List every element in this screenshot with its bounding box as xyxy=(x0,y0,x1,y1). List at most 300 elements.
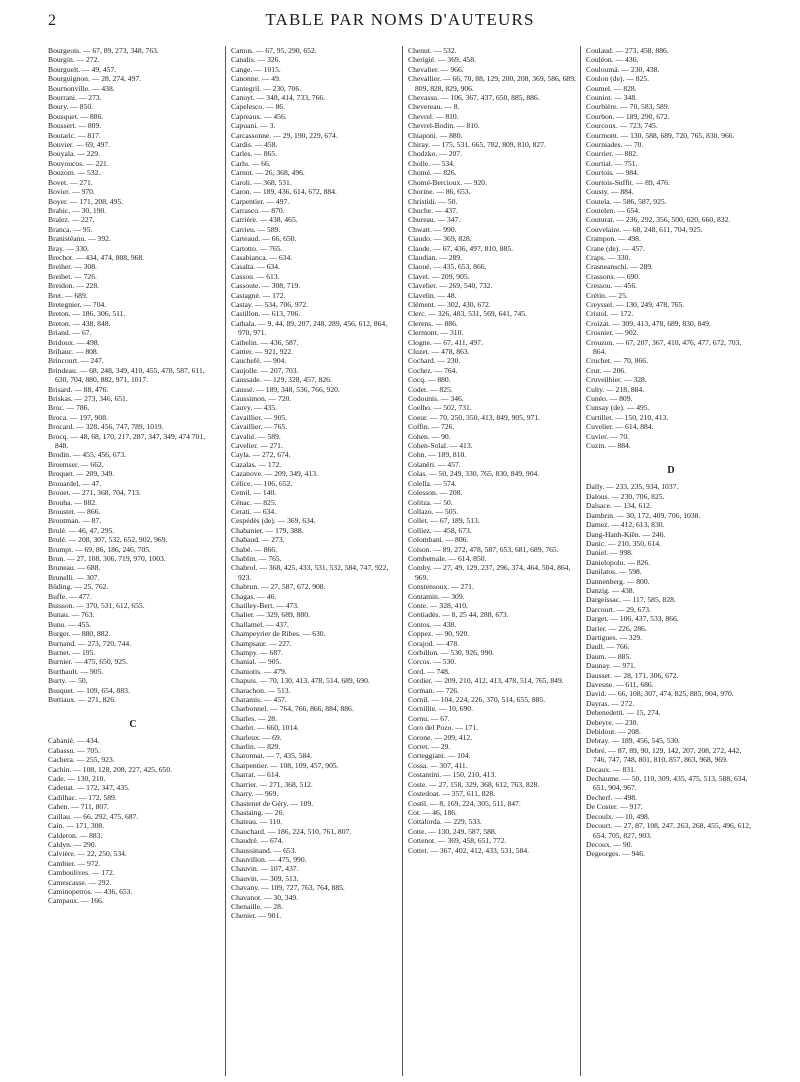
index-entry: Coelho. — 502, 731. xyxy=(408,403,472,413)
index-entry: Conte. — 328, 410. xyxy=(408,600,468,610)
index-entry: Caussimon. — 720. xyxy=(231,394,292,404)
index-entry: Chevrel-Bodin. — 810. xyxy=(408,121,480,131)
index-entry: Chavany. — 109, 727, 763, 764, 885. xyxy=(231,883,345,893)
index-entry: Dechaume. — 50, 110, 309, 435, 475, 513, 588, 634, 651, 904, 967. xyxy=(586,774,748,793)
index-entry: Capuani. — 3. xyxy=(231,121,276,131)
index-entry: Combemale. — 614, 850. xyxy=(408,553,487,563)
index-entry: Chaussinand. — 653. xyxy=(231,845,297,855)
index-entry: Colesson. — 208. xyxy=(408,488,463,498)
index-entry: Brocard. — 328, 456, 747, 789, 1019. xyxy=(48,422,164,432)
index-entry: Dayras. — 272. xyxy=(586,698,635,708)
index-entry: Corcos. — 530. xyxy=(408,657,457,667)
index-entry: Chomé-Bercioux. — 920. xyxy=(408,177,487,187)
index-entry: Colliez. — 458, 673. xyxy=(408,525,472,535)
index-entry: Danic. — 210, 350, 614. xyxy=(586,538,662,548)
index-entry: Darier. — 226, 286. xyxy=(586,623,647,633)
index-entry: Dausset. — 28, 171, 306, 672. xyxy=(586,670,679,680)
index-entry: Chevassu. — 106, 367, 437, 650, 885, 886. xyxy=(408,93,540,103)
index-entry: Cottenot. — 369, 458, 651, 772. xyxy=(408,836,507,846)
index-entry: Courtois-Suffit. — 89, 476. xyxy=(586,177,670,187)
index-entry: Cotte. — 130, 249, 587, 588. xyxy=(408,826,497,836)
index-entry: Caussé. — 189, 348, 536, 766, 920. xyxy=(231,384,340,394)
index-entry: Cuvier. — 70. xyxy=(586,431,630,441)
index-entry: Chenier. — 901. xyxy=(231,911,282,921)
index-entry: Cambier. — 972. xyxy=(48,858,101,868)
index-entry: Boussert. — 809. xyxy=(48,121,102,131)
index-entry: Damez. — 412, 613, 830. xyxy=(586,520,665,530)
index-entry: Clavelier. — 269, 540, 732. xyxy=(408,281,493,291)
index-entry: Dannenberg. — 800. xyxy=(586,576,650,586)
index-entry: Cruchet. — 70, 866. xyxy=(586,356,649,366)
index-entry: Decaux. — 831. xyxy=(586,764,636,774)
index-entry: Bovier. — 970. xyxy=(48,187,95,197)
index-entry: Comby. — 27, 49, 129, 237, 296, 374, 464, 504, 864, 969. xyxy=(408,563,571,582)
index-entry: Cardis. — 458. xyxy=(231,140,278,150)
index-entry: Burty. — 50. xyxy=(48,676,88,686)
index-entry: Cespédès (de). — 369, 634. xyxy=(231,516,316,526)
index-entry: Broc. — 786. xyxy=(48,403,90,413)
index-entry: Daum. — 885. xyxy=(586,651,632,661)
index-entry: Crampon. — 498. xyxy=(586,234,641,244)
index-entry: Colombani. — 806. xyxy=(408,535,469,545)
index-entry: Calvière. — 22, 250, 534. xyxy=(48,849,127,859)
index-entry: Costedoat. — 357, 611, 828. xyxy=(408,789,496,799)
index-entry: Danzig. — 438. xyxy=(586,585,635,595)
index-entry: Breibet. — 726. xyxy=(48,271,97,281)
index-column-4 xyxy=(586,46,756,1076)
index-entry: Bretegnier. — 704. xyxy=(48,299,107,309)
index-entry: Chailley-Bert. — 473. xyxy=(231,600,299,610)
index-entry: Cohen. — 90. xyxy=(408,431,451,441)
index-entry: Brincourt. — 247. xyxy=(48,356,104,366)
index-entry: Crétin. — 25. xyxy=(586,290,628,300)
index-entry: Cauchefé. — 904. xyxy=(231,356,287,366)
index-entry: Bourgin. — 272. xyxy=(48,55,100,65)
index-entry: Charonnat. — 7, 435, 584. xyxy=(231,751,312,761)
index-entry: Chaniotis. — 479. xyxy=(231,666,287,676)
section-gap xyxy=(48,704,218,714)
index-entry: Charlet. — 660, 1014. xyxy=(231,723,299,733)
index-entry: Charbonnel. — 764, 766, 866, 884, 886. xyxy=(231,704,354,714)
column-divider xyxy=(580,46,581,1076)
index-entry: Dambrin. — 30, 172, 409, 706, 1038. xyxy=(586,510,701,520)
index-entry: Bourguignon. — 28, 274, 497. xyxy=(48,74,142,84)
index-entry: Burnier. — 475, 650, 925. xyxy=(48,657,128,667)
index-entry: Cartotto. — 765. xyxy=(231,243,283,253)
index-entry: Bray. — 330. xyxy=(48,243,89,253)
index-entry: Breton. — 186, 306, 511. xyxy=(48,309,126,319)
index-entry: Cazanove. — 209, 349, 413. xyxy=(231,469,318,479)
index-entry: Costil. — 8, 169, 224, 305, 511, 847. xyxy=(408,798,521,808)
index-entry: Cornillie. — 10, 690. xyxy=(408,704,473,714)
index-entry: Chorine. — 86, 653. xyxy=(408,187,471,197)
index-entry: Charrier. — 271, 368, 512. xyxy=(231,779,313,789)
index-entry: Clogne. — 67, 411, 497. xyxy=(408,337,483,347)
index-entry: Darget. — 106, 437, 533, 866. xyxy=(586,614,679,624)
index-entry: Cahen. — 711, 807. xyxy=(48,802,109,812)
index-entry: Charamis. — 457. xyxy=(231,695,287,705)
index-entry: Cemil. — 140. xyxy=(231,488,277,498)
index-entry: Darcourt. — 29, 673. xyxy=(586,604,651,614)
index-entry: Brihauc. — 808. xyxy=(48,347,99,356)
index-entry: Charrat. — 614. xyxy=(231,770,281,780)
index-entry: Chuche. — 437. xyxy=(408,205,458,215)
index-entry: Castay. — 534, 706, 972. xyxy=(231,299,309,309)
author-index xyxy=(48,46,762,1076)
index-entry: Chenut. — 532. xyxy=(408,46,457,55)
index-entry: Caminopetros. — 436, 653. xyxy=(48,886,133,896)
index-entry: Carpentier. — 497. xyxy=(231,196,290,206)
index-entry: Courtois. — 984. xyxy=(586,168,639,178)
section-gap xyxy=(586,450,756,460)
index-entry: Cade. — 130, 210. xyxy=(48,774,106,784)
index-entry: Collazo. — 505. xyxy=(408,506,459,516)
index-entry: Cherigié. — 369, 458. xyxy=(408,55,476,65)
index-entry: Bouzom. — 532. xyxy=(48,168,101,178)
index-entry: Degeorges. — 946. xyxy=(586,849,645,859)
index-entry: Carlu. — 66. xyxy=(231,158,271,168)
index-entry: Carrieu. — 589. xyxy=(231,224,281,234)
index-entry: Carles. — 865. xyxy=(231,149,277,159)
index-entry: Boyer. — 171, 208, 495. xyxy=(48,196,124,206)
index-entry: Cadenat. — 172, 347, 435. xyxy=(48,783,130,793)
index-entry: Chablin. — 765. xyxy=(231,553,282,563)
index-entry: Caroli. — 368, 531. xyxy=(231,177,292,187)
index-entry: Champeyrier de Ribes. — 630. xyxy=(231,629,326,639)
index-entry: Debidour. — 208. xyxy=(586,727,641,737)
index-entry: Daull. — 766. xyxy=(586,642,630,652)
column-divider xyxy=(402,46,403,1076)
index-entry: Brumpt. — 69, 86, 186, 246, 705. xyxy=(48,544,151,554)
page-header xyxy=(0,0,800,40)
index-entry: Cuvelier. — 614, 884. xyxy=(586,422,654,432)
index-entry: Castillon. — 613, 706. xyxy=(231,309,301,319)
index-entry: Caron. — 189, 436, 614, 672, 884. xyxy=(231,187,337,197)
index-entry: Charry. — 969. xyxy=(231,789,279,799)
index-entry: Chauvin. — 309, 513. xyxy=(231,873,299,883)
index-entry: Costantini. — 150, 210, 413. xyxy=(408,770,497,780)
index-entry: Cruveilhier. — 328. xyxy=(586,375,647,385)
index-entry: Carnot. — 26, 368, 496. xyxy=(231,168,305,178)
index-entry: Canalis. — 326. xyxy=(231,55,281,65)
index-entry: Cabassu. — 705. xyxy=(48,745,100,755)
index-entry: Cadilhac. — 172, 589. xyxy=(48,792,117,802)
index-entry: Brindeau. — 68, 248, 349, 410, 455, 478, 587, 611, 630, 704, 880, 882, 971, 1017. xyxy=(48,365,205,385)
index-entry: Debray. — 189, 456, 545, 530. xyxy=(586,736,680,746)
index-entry: Chanial. — 905. xyxy=(231,657,282,667)
index-entry: Bret. — 689. xyxy=(48,290,88,300)
index-entry: Casabianca. — 634. xyxy=(231,252,293,262)
index-entry: Chevereau. — 8. xyxy=(408,102,460,112)
index-entry: Cocq. — 880. xyxy=(408,375,451,385)
index-entry: Bruneau. — 688. xyxy=(48,563,101,573)
index-entry: Clavel. — 209, 905. xyxy=(408,271,470,281)
index-entry: Cholle. — 534. xyxy=(408,158,455,168)
index-entry: Debré. — 87, 89, 90, 129, 142, 207, 208, 272, 442, 746, 747, 748, 801, 810, 857, 863, 968, 969. xyxy=(586,745,742,765)
index-entry: Burger. — 880, 882. xyxy=(48,629,111,639)
index-entry: Cavelier. — 271. xyxy=(231,441,283,451)
index-entry: Colas. — 50, 249, 330, 765, 830, 849, 904. xyxy=(408,469,540,479)
index-entry: Contiadès. — 8, 25 44, 288, 673. xyxy=(408,610,509,620)
index-entry: Cattier. — 921, 922. xyxy=(231,347,294,356)
index-entry: Chateau. — 110. xyxy=(231,817,283,827)
index-entry: De Coster. — 917. xyxy=(586,802,643,812)
index-entry: Coutela. — 586, 587, 925. xyxy=(586,196,667,206)
index-entry: Camus. — 67, 95, 290, 652. xyxy=(231,46,317,55)
index-entry: Crane (de). — 457. xyxy=(586,243,645,253)
index-entry: Coeur. — 70, 250, 350, 413, 849, 905, 971. xyxy=(408,412,541,422)
index-entry: Crouzon. — 67, 207, 367, 410, 476, 477, 672, 703, 864. xyxy=(586,337,742,356)
index-entry: Croizat. — 309, 413, 478, 689, 830, 849. xyxy=(586,318,711,328)
index-entry: Cassoute. — 308, 719. xyxy=(231,281,301,291)
index-entry: Camescasse. — 292. xyxy=(48,877,112,887)
index-entry: Brisard. — 88, 476. xyxy=(48,384,109,394)
index-entry: Cerati. — 634. xyxy=(231,506,277,516)
index-entry: Chavanot. — 30, 349. xyxy=(231,892,299,902)
index-entry: Breiher. — 308. xyxy=(48,262,97,272)
index-entry: Champsaur. — 227. xyxy=(231,638,292,648)
index-entry: Crassons. — 690. xyxy=(586,271,641,281)
index-entry: Broustet. — 866. xyxy=(48,506,101,516)
index-entry: Carteaud. — 66, 650. xyxy=(231,234,297,244)
index-entry: Cayla. — 272, 674. xyxy=(231,450,291,460)
index-entry: Cornil. — 104, 224, 226, 370, 514, 655, 885. xyxy=(408,695,546,705)
index-entry: Cunéo. — 809. xyxy=(586,394,633,404)
index-entry: Cousty. — 884. xyxy=(586,187,634,197)
index-entry: Collet. — 67, 189, 513. xyxy=(408,516,480,526)
index-entry: Cunsay (de). — 495. xyxy=(586,403,650,413)
index-entry: Claude. — 67, 436, 497, 810, 885. xyxy=(408,243,514,253)
index-entry: Courniades. — 70. xyxy=(586,140,644,150)
index-entry: Cornu. — 67. xyxy=(408,713,450,723)
index-entry: Daniel. — 998. xyxy=(586,548,633,558)
index-entry: Boutaric. — 817. xyxy=(48,130,101,140)
index-entry: Breton. — 438, 848. xyxy=(48,318,111,328)
index-entry: Coffin. — 726. xyxy=(408,422,455,432)
index-entry: Cohen-Solal. — 413. xyxy=(408,441,473,451)
index-entry: Cantegril. — 230, 706. xyxy=(231,83,302,93)
index-entry: Broemser. — 662. xyxy=(48,459,104,469)
index-entry: Chaudré. — 674. xyxy=(231,836,284,846)
index-entry: Caujolle. — 207, 703. xyxy=(231,365,299,375)
index-entry: Casalta. — 634. xyxy=(231,262,280,272)
index-entry: Buisson. — 370, 531, 612, 655. xyxy=(48,600,145,610)
index-entry: Danilatos. — 598. xyxy=(586,567,642,577)
index-entry: Chureau. — 347. xyxy=(408,215,461,225)
index-entry: Brahic. — 30, 190. xyxy=(48,205,107,215)
index-entry: Bournonville. — 438. xyxy=(48,83,115,93)
index-entry: Contamin. — 309. xyxy=(408,591,465,601)
index-entry: Cassou. — 613. xyxy=(231,271,280,281)
index-entry: Charles. — 28. xyxy=(231,713,277,723)
index-entry: Büding. — 25, 762. xyxy=(48,582,109,592)
index-entry: Coppez. — 90, 920. xyxy=(408,629,470,639)
index-entry: Corone. — 209, 412. xyxy=(408,732,473,742)
index-entry: Charlin. — 829. xyxy=(231,742,281,752)
index-entry: Colella. — 574. xyxy=(408,478,457,488)
index-entry: Constensoux. — 271. xyxy=(408,582,474,592)
index-entry: Cot. — 46, 186. xyxy=(408,807,457,817)
index-entry: Cange. — 1015. xyxy=(231,64,281,74)
index-entry: Cavaillier. — 765. xyxy=(231,422,288,432)
index-entry: Couloumá. — 230, 438. xyxy=(586,64,660,74)
index-entry: Cord. — 748. xyxy=(408,666,450,676)
index-entry: Burnand. — 273, 720, 744. xyxy=(48,638,132,648)
index-entry: Decoulx. — 10, 498. xyxy=(586,811,650,821)
index-entry: Clermont. — 310. xyxy=(408,328,464,338)
index-entry: Charachon. — 513. xyxy=(231,685,291,695)
index-entry: Cottet. — 367, 402, 412, 433, 531, 584. xyxy=(408,845,530,855)
index-entry: Courrier. — 882. xyxy=(586,149,638,159)
index-entry: Chabanier. — 179, 388. xyxy=(231,525,304,535)
column-divider xyxy=(225,46,226,1076)
index-entry: Boury. — 850. xyxy=(48,102,94,112)
index-entry: Cristol. — 172. xyxy=(586,309,634,319)
index-entry: Branistéanu. — 392. xyxy=(48,234,111,244)
index-entry: Chauvin. — 107, 437. xyxy=(231,864,299,874)
index-entry: Corret. — 29. xyxy=(408,742,451,752)
index-entry: Cachera. — 255, 923. xyxy=(48,755,115,765)
index-entry: Chwatt. — 990. xyxy=(408,224,457,234)
index-entry: Burthault. — 905. xyxy=(48,666,104,676)
index-entry: Bunau. — 763. xyxy=(48,610,95,620)
index-entry: Broca. — 197, 908. xyxy=(48,412,108,422)
index-entry: Busquet. — 109, 654, 883. xyxy=(48,685,130,695)
index-entry: Clavelin. — 48. xyxy=(408,290,457,300)
index-entry: Caldyn. — 290. xyxy=(48,839,97,849)
index-entry: Cathelin. — 436, 587. xyxy=(231,337,299,347)
index-entry: Chastenet de Géry. — 109. xyxy=(231,798,314,808)
index-entry: Clément. — 302, 430, 672. xyxy=(408,299,491,309)
page-title: TABLE PAR NOMS D'AUTEURS xyxy=(265,10,535,29)
section-letter: D xyxy=(667,465,675,477)
index-entry: Dally. — 233, 235, 934, 1037. xyxy=(586,482,679,492)
index-entry: Cain. — 171, 308. xyxy=(48,821,105,831)
index-entry: Chapuis. — 70, 130, 413, 478, 514, 689, 690. xyxy=(231,676,370,686)
index-entry: Crosnier. — 902. xyxy=(586,328,639,338)
index-entry: Cénac. — 825. xyxy=(231,497,277,507)
index-entry: Codet. — 825. xyxy=(408,384,453,394)
index-entry: Christidi. — 50. xyxy=(408,196,458,206)
index-entry: Chastaing. — 26. xyxy=(231,807,285,817)
index-entry: Branca. — 95. xyxy=(48,224,93,234)
index-entry: Dang-Hanh-Kiên. — 246. xyxy=(586,529,666,539)
index-entry: Courtial. — 751. xyxy=(586,158,638,168)
index-entry: Daunay. — 971. xyxy=(586,661,636,671)
index-entry: Bouvier. — 69, 497. xyxy=(48,140,111,150)
index-entry: Chabaud. — 273. xyxy=(231,535,285,545)
index-entry: Brouardel. — 47. xyxy=(48,478,102,488)
index-entry: Culty. — 218, 884. xyxy=(586,384,645,394)
index-entry: Claoué. — 435, 653, 866. xyxy=(408,262,487,272)
index-entry: Dalous. — 230, 706, 825. xyxy=(586,491,665,501)
index-entry: Brouet. — 271, 368, 704, 713. xyxy=(48,488,141,498)
index-entry: Brechot. — 434, 474, 808, 968. xyxy=(48,252,145,262)
index-entry: Brun. — 27, 108, 306, 719, 970, 1003. xyxy=(48,553,166,563)
index-entry: Colanéri. — 457. xyxy=(408,459,461,469)
index-entry: Charleux. — 69. xyxy=(231,732,282,742)
index-entry: Clerc. — 326, 483, 531, 569, 641, 745. xyxy=(408,309,527,319)
index-entry: Bralez. — 227. xyxy=(48,215,95,225)
index-entry: Coumel. — 828. xyxy=(586,83,637,93)
index-entry: Canuyt. — 348, 414, 733, 766. xyxy=(231,93,326,103)
index-entry: Chevalier. — 966. xyxy=(408,64,464,74)
index-entry: Chevallier. — 66, 70, 88, 129, 200, 208, 369, 586, 689, 809, 828, 829, 906. xyxy=(408,74,576,93)
index-entry: Couléon. — 436. xyxy=(586,55,639,65)
index-entry: Curtillet. — 150, 210, 413. xyxy=(586,412,669,422)
index-entry: Davesne. — 611, 686. xyxy=(586,680,654,689)
index-entry: Carcassonne. — 29, 190, 229, 674. xyxy=(231,130,338,140)
index-entry: Charpentier. — 108, 109, 457, 905. xyxy=(231,760,339,770)
index-entry: Corteggiani. — 104. xyxy=(408,751,471,761)
index-entry: Creyssel. — 130, 249, 478, 765. xyxy=(586,299,685,309)
index-entry: Breidon. — 228. xyxy=(48,281,100,291)
index-entry: Crasneanschi. — 289. xyxy=(586,262,654,272)
index-entry: Célice. — 106, 652. xyxy=(231,478,293,488)
index-entry: Brulé. — 46, 47, 295. xyxy=(48,525,115,535)
index-entry: Champy. — 687. xyxy=(231,648,283,657)
index-entry: Clerens. — 886. xyxy=(408,318,458,328)
index-entry: Chauvillon. — 475, 990. xyxy=(231,854,307,864)
index-entry: Canonne. — 49. xyxy=(231,74,281,84)
index-entry: Courmont. — 130, 588, 689, 720, 765, 830, 966. xyxy=(586,130,735,140)
index-entry: Bourgeois. — 67, 89, 273, 348, 763. xyxy=(48,46,159,55)
index-entry: Colson. — 89, 272, 478, 587, 653, 681, 689, 765. xyxy=(408,544,559,554)
index-entry: Chiray. — 175, 531, 665, 782, 809, 810, 827. xyxy=(408,140,546,150)
index-entry: Chodzko. — 207. xyxy=(408,149,462,159)
page-number: 2 xyxy=(48,12,56,29)
index-entry: Buttiaux. — 271, 826. xyxy=(48,695,116,705)
index-entry: Claudian. — 289. xyxy=(408,252,462,262)
index-entry: Couturat. — 236, 292, 356, 500, 620, 660, 832. xyxy=(586,215,731,225)
index-entry: Chalier. — 329, 689, 880. xyxy=(231,610,310,620)
index-entry: Cohn. — 189, 810. xyxy=(408,450,467,460)
index-entry: Coulon (de). — 825. xyxy=(586,74,650,84)
index-entry: Chabrol. — 368, 425, 433, 531, 532, 584, 747, 922, 923. xyxy=(231,563,389,582)
index-entry: Corman. — 726. xyxy=(408,685,460,695)
index-entry: Chagas. — 46. xyxy=(231,591,277,601)
index-entry: Crut. — 206. xyxy=(586,365,627,375)
index-entry: Couniot. — 348. xyxy=(586,93,638,103)
section-letter: C xyxy=(129,719,137,731)
index-entry: Brunelli. — 307. xyxy=(48,572,100,582)
index-entry: Bouyala. — 229. xyxy=(48,149,100,159)
index-entry: Cressou. — 456. xyxy=(586,281,638,291)
index-entry: Debenedetti. — 15, 274. xyxy=(586,708,661,718)
index-column-3 xyxy=(408,46,578,1076)
index-entry: Chiaponi. — 880. xyxy=(408,130,463,140)
index-entry: Cottalorda. — 229, 533. xyxy=(408,817,482,827)
index-entry: Brocq. — 48, 68, 170, 217, 287, 347, 349, 474 701, 848. xyxy=(48,431,206,451)
index-entry: Cabanié. — 434. xyxy=(48,736,100,746)
index-entry: Danielopolu. — 826. xyxy=(586,557,651,567)
index-entry: Cuzin. — 884. xyxy=(586,441,631,451)
index-entry: Coro del Pozo. — 171. xyxy=(408,723,479,733)
index-entry: Cazalas. — 172. xyxy=(231,459,282,469)
index-entry: Cossa. — 307, 411. xyxy=(408,760,468,770)
index-entry: Calderon. — 883. xyxy=(48,830,103,840)
index-entry: Campaux. — 166. xyxy=(48,896,104,906)
index-entry: Debeyre. — 230. xyxy=(586,717,639,727)
index-entry: Broutman. — 87. xyxy=(48,516,102,526)
index-entry: Dalsace. — 134, 612. xyxy=(586,501,652,511)
index-entry: Cavaillier. — 905. xyxy=(231,412,288,422)
index-entry: Corajod. — 478. xyxy=(408,638,460,648)
index-entry: Briand. — 67. xyxy=(48,328,92,338)
index-entry: Cluzet. — 478, 863. xyxy=(408,347,470,356)
index-entry: Bridoux. — 498. xyxy=(48,337,100,347)
index-entry: Decourt. — 27, 87, 108, 247, 263, 268, 455, 496, 612, 654, 705, 827, 903. xyxy=(586,821,751,840)
